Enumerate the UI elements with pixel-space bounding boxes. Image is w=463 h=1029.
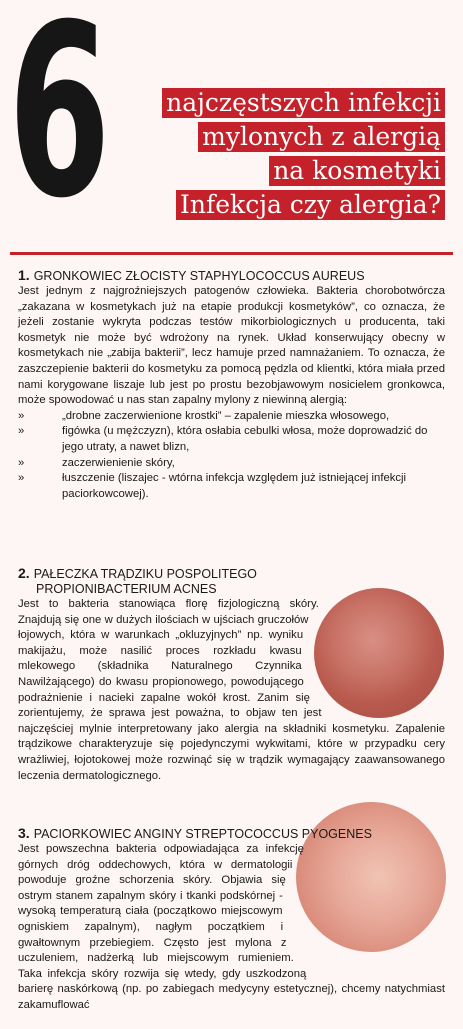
red-divider [10, 252, 453, 255]
section-2-paragraph-text: Jest to bakteria stanowiąca florę fizjologiczną skóry. Znajdują się one w dużych ilościach w ujściach gruczołów łojowych, która w warunkach „okluzyjnych” np. wyniku makijażu, może nasilić proces rozkładu kwasu mlekowego (składnika Naturalnego Czynnika Nawilżającego) do kwasu propionowego, powodującego podrażnienie i nacieki zapalne wokół krost. Zanim się zorientujemy, że sprawa jest poważna, to objaw ten jest najczęściej mylnie interpretowany jako alergia na składniki kosmetyku. Zapalenie trądzikowe charakteryzuje się pojedynczymi wykwitami, które w przypadku cery wrażliwiej, łojotokowej może rozwinąć się w trądzik wymagający zaawansowanego leczenia dermatologicznego. [18, 597, 445, 784]
section-2-title-line-1: PAŁECZKA TRĄDZIKU POSPOLITEGO [33, 567, 257, 581]
title-line-3: na kosmetyki [269, 156, 445, 186]
bullet-item: » zaczerwienienie skóry, [18, 456, 445, 472]
section-3-number: 3. [18, 825, 30, 841]
bullet-item: » łuszczenie (liszajec - wtórna infekcja względem już istniejącej infekcji paciorkowcowej). [18, 471, 445, 502]
bullet-item: » figówka (u mężczyzn), która osłabia cebulki włosa, może doprowadzić do jego utraty, a nawet blizn, [18, 424, 445, 455]
section-1-bullets [18, 409, 445, 503]
photo-wrap-shim [295, 589, 445, 719]
big-number: 6 [8, 0, 109, 251]
section-1-heading [18, 268, 445, 284]
section-2-title-line-2: PROPIONIBACTERIUM ACNES [36, 582, 217, 596]
section-3-title: PACIORKOWIEC ANGINY STREPTOCOCCUS PYOGENES [33, 827, 372, 841]
section-1-number: 1. [18, 267, 30, 283]
title-line-1: najczęstszych infekcji [162, 88, 445, 118]
section-3-paragraph: Jest powszechna bakteria odpowiadająca za infekcję górnych dróg oddechowych, która w dermatologii powoduje groźne schorzenia skóry. Objawia się ostrym stanem zapalnym skóry i tkanki podskórnej - wysoką temperaturą ciała (początkowo miejscowym ogniskiem zapalnym), nagłym początkiem i gwałtownym przebiegiem. Często jest mylona z uczuleniem, nadżerką lub miejscowym rumieniem. Taka infekcja skóry rozwija się wtedy, gdy uszkodzoną barierę naskórkową (np. po zabiegach medycyny estetycznej), chcemy natychmiast zakamuflować [18, 842, 445, 1014]
section-1-paragraph: Jest jednym z najgroźniejszych patogenów człowieka. Bakteria chorobotwórcza „zakazana w kosmetykach już na etapie produkcji kosmetyków”, co oznacza, że jeżeli zostanie wykryta podczas testów mikorbiologicznych u producenta, taki kosmetyk nie może być wdrożony na rynek. Układ konserwujący obecny w kosmetykach nie „zabija bakterii”, lecz hamuje przed namnażaniem. To oznacza, że zaszczepienie bakterii do kosmetyku za pomocą pędzla od klientki, która miała przed nami korygowane liszaje lub jest po prostu bezobjawowym nosicielem gronkowca, może spowodować u nas stan zapalny mylony z niewinną alergią: [18, 285, 445, 407]
title-block [162, 88, 445, 224]
title-line-2: mylonych z alergią [198, 122, 445, 152]
section-1 [18, 268, 445, 502]
photo-wrap-shim [275, 830, 445, 980]
section-2-number: 2. [18, 565, 30, 581]
section-1-title: GRONKOWIEC ZŁOCISTY STAPHYLOCOCCUS AUREUS [33, 269, 365, 283]
title-line-4: Infekcja czy alergia? [176, 190, 445, 220]
section-3 [18, 826, 445, 1014]
bullet-item: » „drobne zaczerwienione krostki” – zapalenie mieszka włosowego, [18, 409, 445, 425]
section-2 [18, 566, 445, 784]
